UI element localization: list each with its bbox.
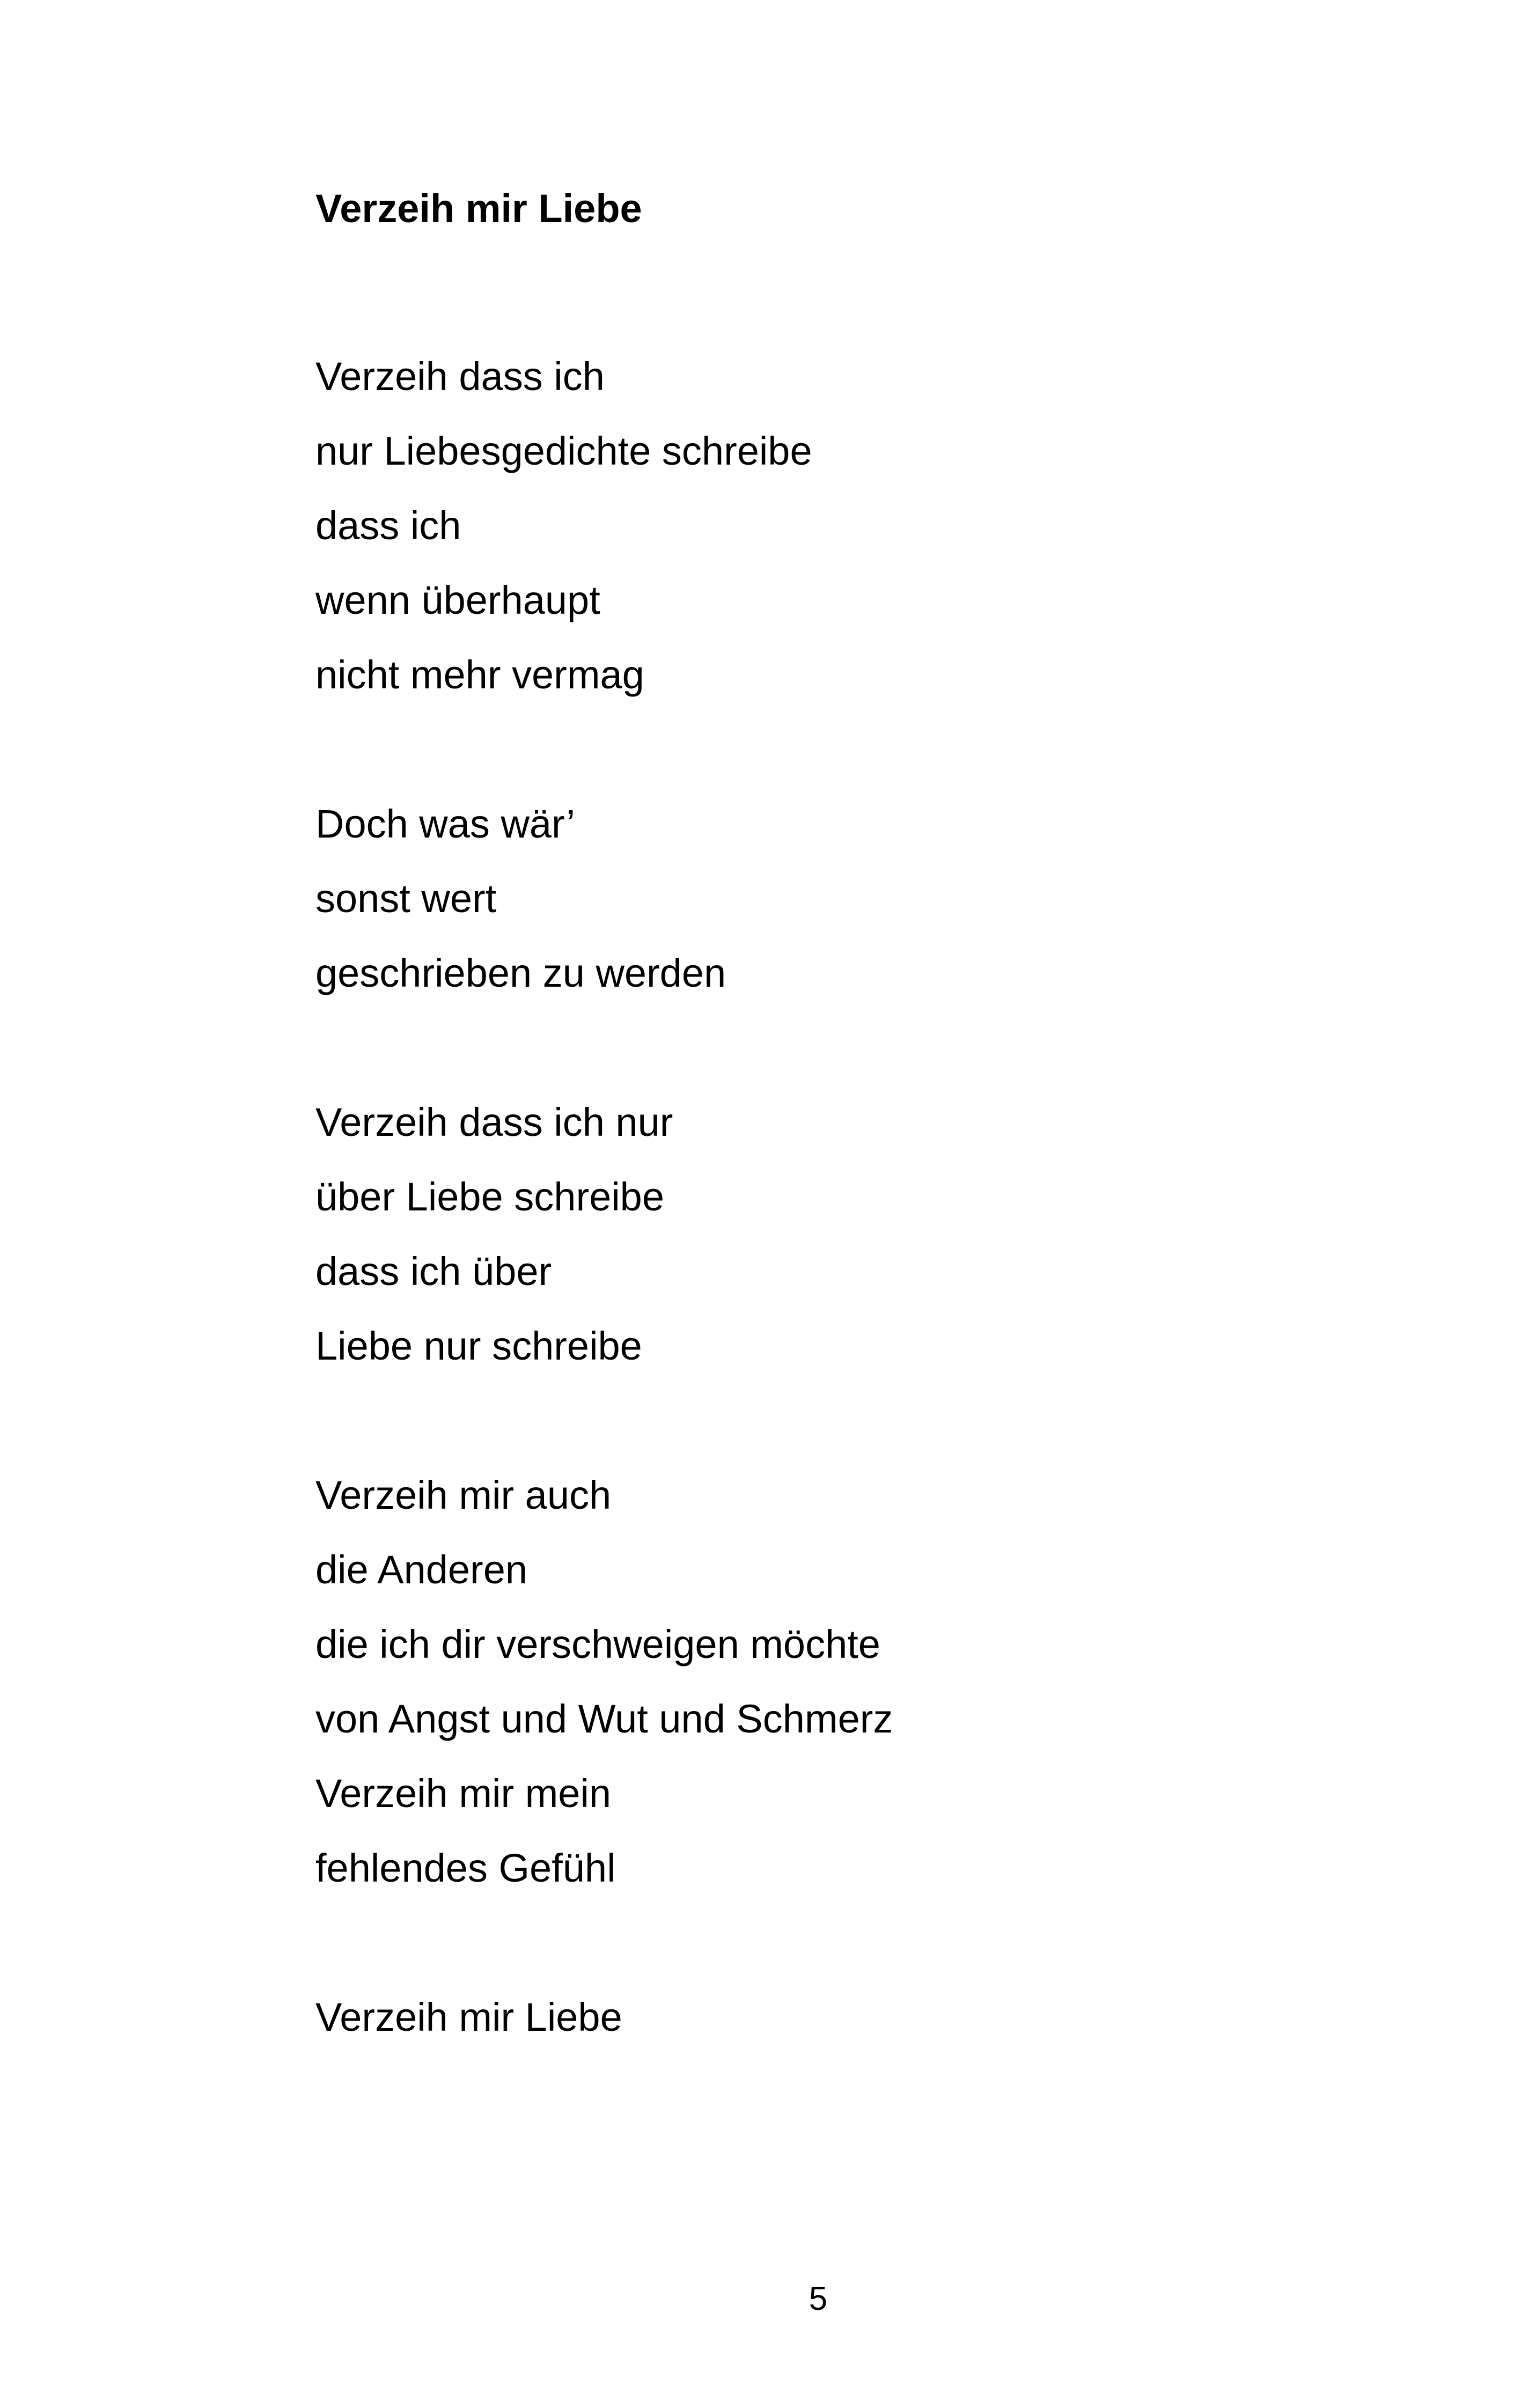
poem-line: sonst wert bbox=[315, 876, 497, 921]
poem-line: nicht mehr vermag bbox=[315, 652, 644, 697]
poem-body bbox=[315, 339, 893, 2129]
poem-line: die Anderen bbox=[315, 1547, 528, 1592]
stanza-1 bbox=[315, 339, 893, 712]
poem-line: Verzeih dass ich nur bbox=[315, 1100, 673, 1144]
poem-line: Doch was wär’ bbox=[315, 802, 575, 846]
poem-line: fehlendes Gefühl bbox=[315, 1846, 616, 1890]
stanza-2 bbox=[315, 787, 893, 1010]
poem-line: über Liebe schreibe bbox=[315, 1174, 664, 1219]
poem-line: nur Liebesgedichte schreibe bbox=[315, 429, 812, 473]
poem-line: Liebe nur schreibe bbox=[315, 1324, 642, 1368]
poem-title: Verzeih mir Liebe bbox=[315, 186, 642, 231]
stanza-4 bbox=[315, 1458, 893, 1905]
poem-line: dass ich über bbox=[315, 1249, 552, 1294]
poem-line: Verzeih mir mein bbox=[315, 1771, 612, 1816]
poem-line: Verzeih dass ich bbox=[315, 354, 605, 399]
page-number: 5 bbox=[809, 2280, 828, 2317]
poem-line: geschrieben zu werden bbox=[315, 951, 726, 995]
poem-line: Verzeih mir auch bbox=[315, 1473, 612, 1517]
stanza-3 bbox=[315, 1085, 893, 1383]
poem-line: wenn überhaupt bbox=[315, 578, 600, 622]
stanza-5 bbox=[315, 1980, 893, 2054]
poem-line: dass ich bbox=[315, 503, 461, 548]
poem-line: die ich dir verschweigen möchte bbox=[315, 1622, 880, 1666]
poem-line: Verzeih mir Liebe bbox=[315, 1995, 622, 2039]
poem-line: von Angst und Wut und Schmerz bbox=[315, 1697, 893, 1741]
